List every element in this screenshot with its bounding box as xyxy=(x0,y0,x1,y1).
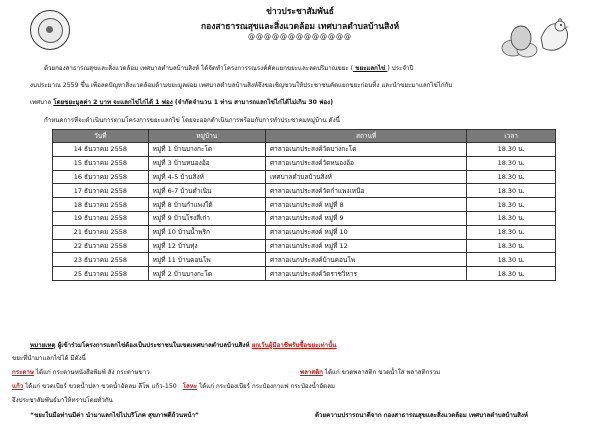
header-title: ข่าวประชาสัมพันธ์ xyxy=(266,7,334,17)
cell-village: หมู่ที่ 4-5 บ้านสิงห์ xyxy=(148,170,265,184)
accepted-waste-heading: ขยะที่นำมาแลกไข่ได้ มีดังนี้ xyxy=(12,355,86,362)
cell-place: ศาลาอเนกประสงค์วัดบางกะโด xyxy=(265,143,466,157)
col-header-village: หมู่บ้าน xyxy=(148,130,265,143)
cell-time: 18.30 น. xyxy=(467,143,556,157)
cell-village: หมู่ที่ 3 บ้านหนองอ้อ xyxy=(148,156,265,170)
cell-place: ศาลาอเนกประสงค์ หมู่ที่ 12 xyxy=(265,239,466,253)
plastic-item: พลาสติก ได้แก่ ขวดพลาสติก ขวดน้ำใส พลาสติกรวม xyxy=(300,369,441,376)
cell-date: 22 ธันวาคม 2558 xyxy=(53,239,149,253)
header-divider: @@@@@@@@@@@@@ xyxy=(248,33,352,41)
table-row xyxy=(53,239,556,253)
cell-place: ศาลาอเนกประสงค์วัดกำแพงเหนือ xyxy=(265,184,466,198)
cell-village: หมู่ที่ 12 บ้านทุ่ง xyxy=(148,239,265,253)
cell-date: 14 ธันวาคม 2558 xyxy=(53,143,149,157)
cell-time: 18.30 น. xyxy=(467,253,556,267)
table-row xyxy=(53,267,556,281)
cell-place: เทศบาลตำบลบ้านสิงห์ xyxy=(265,170,466,184)
cell-village: หมู่ที่ 8 บ้านกำแพงใต้ xyxy=(148,198,265,212)
slogan: “ขยะในมือท่านมีค่า นำมาแลกไข่ไปบริโภค สุขภาพดีถ้วนหน้า” xyxy=(30,412,199,419)
chicken-egg-illustration xyxy=(497,8,575,58)
cell-village: หมู่ที่ 6-7 บ้านดำเนิน xyxy=(148,184,265,198)
cell-date: 25 ธันวาคม 2558 xyxy=(53,267,149,281)
table-row xyxy=(53,184,556,198)
cell-date: 17 ธันวาคม 2558 xyxy=(53,184,149,198)
intro-line-3: เทศบาล โดยขยะมูลค่า 2 บาท จะแลกไข่ไก่ได้ 1 ฟอง (จำกัดจำนวน 1 ท่าน สามารถแลกไข่ไก่ได้ไม่เกิน 30 ฟอง) xyxy=(30,99,334,106)
cell-date: 19 ธันวาคม 2558 xyxy=(53,211,149,225)
table-row xyxy=(53,143,556,157)
table-row xyxy=(53,253,556,267)
note-line: หมายเหตุ ผู้เข้าร่วมโครงการแลกไข่ต้องเป็นประชาชนในเขตเทศบาลตำบลบ้านสิงห์ ยกเว้นผู้มีอาชีพรับซื้อขยะเท่านั้น xyxy=(30,342,337,349)
cell-date: 23 ธันวาคม 2558 xyxy=(53,253,149,267)
table-row xyxy=(53,170,556,184)
table-row xyxy=(53,211,556,225)
cell-date: 21 ธันวาคม 2558 xyxy=(53,225,149,239)
header-department: กองสาธารณสุขและสิ่งแวดล้อม เทศบาลตำบลบ้านสิงห์ xyxy=(200,22,400,32)
cell-time: 18.30 น. xyxy=(467,225,556,239)
paper-item: กระดาษ ได้แก่ กระดาษหนังสือพิมพ์ ลัง กระดาษขาว xyxy=(12,369,150,376)
intro-line-1: ด้วยกองสาธารณสุขและสิ่งแวดล้อม เทศบาลตำบลบ้านสิงห์ ได้จัดทำโครงการรณรงค์คัดแยกขยะและลดปริมาณขยะ ( ขยะแลกไข่ ) ประจำปี xyxy=(44,65,414,72)
cell-time: 18.30 น. xyxy=(467,198,556,212)
cell-time: 18.30 น. xyxy=(467,156,556,170)
municipality-seal-logo xyxy=(30,10,70,50)
col-header-time: เวลา xyxy=(467,130,556,143)
signature-line: ด้วยความปรารถนาดีจาก กองสาธารณสุขและสิ่งแวดล้อม เทศบาลตำบลบ้านสิงห์ xyxy=(315,412,529,419)
closing-line: จึงประชาสัมพันธ์มาให้ทราบโดยทั่วกัน xyxy=(12,397,113,404)
cell-village: หมู่ที่ 2 บ้านบางกะโด xyxy=(148,267,265,281)
schedule-intro: กำหนดการที่จะดำเนินการตามโครงการขยะแลกไข่ โดยจะออกดำเนินการพร้อมกับการทำประชาคมหมู่บ้าน ดังนี้ xyxy=(44,117,340,124)
cell-time: 18.30 น. xyxy=(467,267,556,281)
cell-village: หมู่ที่ 9 บ้านโรงสีเก่า xyxy=(148,211,265,225)
cell-village: หมู่ที่ 1 บ้านบางกะโด xyxy=(148,143,265,157)
cell-village: หมู่ที่ 11 บ้านคอนโพ xyxy=(148,253,265,267)
cell-date: 16 ธันวาคม 2558 xyxy=(53,170,149,184)
cell-time: 18.30 น. xyxy=(467,211,556,225)
cell-time: 18.30 น. xyxy=(467,239,556,253)
schedule-table-body xyxy=(53,143,556,281)
cell-place: ศาลาอเนกประสงค์ หมู่ที่ 9 xyxy=(265,211,466,225)
table-row xyxy=(53,225,556,239)
table-row xyxy=(53,156,556,170)
col-header-place: สถานที่ xyxy=(265,130,466,143)
cell-place: ศาลาอเนกประสงค์ หมู่ที่ 10 xyxy=(265,225,466,239)
cell-place: ศาลาอเนกประสงค์วัดราชวิหาร xyxy=(265,267,466,281)
col-header-date: วันที่ xyxy=(53,130,149,143)
cell-time: 18.30 น. xyxy=(467,170,556,184)
schedule-table xyxy=(52,129,556,281)
cell-place: ศาลาอเนกประสงค์ หมู่ที่ 8 xyxy=(265,198,466,212)
table-row xyxy=(53,198,556,212)
cell-village: หมู่ที่ 10 บ้านน้ำพริก xyxy=(148,225,265,239)
glass-metal-item: แก้ว ได้แก่ ขวดเบียร์ ขวดน้ำปลา ขวดน้ำอัดลม ลีโพ แก้ว-150 โลหะ ได้แก่ กระป๋องเบียร์ กระป๋องกาแฟ กระป๋องน้ำอัดลม xyxy=(12,383,335,390)
intro-line-2: งบประมาณ 2559 ขึ้น เพื่อลดปัญหาสิ่งแวดล้อมด้านขยะมูลฝอย เทศบาลตำบลบ้านสิงห์จึงขอเชิญชวนให้ประชาชนคัดแยกขยะก่อนทิ้ง และนำขยะมาแลกไข่ไก่กับ xyxy=(30,82,453,89)
table-header-row xyxy=(53,130,556,143)
cell-date: 18 ธันวาคม 2558 xyxy=(53,198,149,212)
cell-place: ศาลาอเนกประสงค์วัดหนองอ้อ xyxy=(265,156,466,170)
cell-place: ศาลาอเนกประสงค์บ้านคอนโพ xyxy=(265,253,466,267)
cell-time: 18.30 น. xyxy=(467,184,556,198)
cell-date: 15 ธันวาคม 2558 xyxy=(53,156,149,170)
